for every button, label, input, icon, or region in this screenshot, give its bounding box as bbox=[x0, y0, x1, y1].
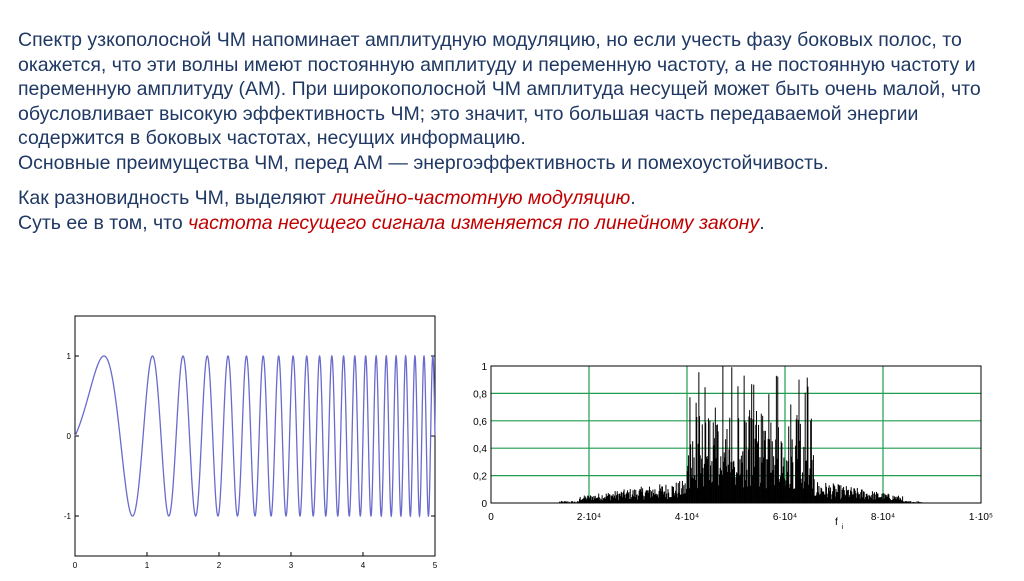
chirp-y-tick-label: -1 bbox=[63, 512, 71, 521]
lfm-essence-text: Суть ее в том, что bbox=[18, 211, 189, 234]
spectrum-y-tick-label: 0,8 bbox=[473, 389, 487, 401]
spectrum-x-tick-label: 2·10⁴ bbox=[576, 512, 602, 523]
spectrum-y-tick-label: 0 bbox=[481, 499, 487, 510]
spectrum-x-tick-label: 6·10⁴ bbox=[772, 512, 798, 523]
chirp-y-tick-label: 0 bbox=[66, 432, 71, 441]
lfm-essence-highlight: частота несущего сигнала изменяется по линейному закону bbox=[188, 211, 760, 234]
chirp-spectrum-chart bbox=[468, 358, 998, 538]
chirp-x-tick-label: 2 bbox=[216, 561, 222, 570]
chirp-y-tick-label: 1 bbox=[66, 352, 71, 361]
spectrum-y-tick-label: 0,6 bbox=[473, 416, 487, 428]
slide-text bbox=[18, 28, 1008, 235]
lfm-intro-text: Как разновидность ЧМ, выделяют bbox=[18, 187, 332, 209]
spectrum-y-tick-label: 0,2 bbox=[473, 471, 487, 483]
spectrum-x-tick-label: 0 bbox=[488, 512, 494, 523]
chirp-signal-chart bbox=[58, 308, 448, 576]
spectrum-x-tick-label: 8·10⁴ bbox=[870, 512, 896, 523]
spectrum-y-tick-label: 1 bbox=[481, 362, 487, 373]
lfm-essence-end: . bbox=[759, 211, 765, 234]
spectrum-x-tick-label: 4·10⁴ bbox=[674, 512, 700, 523]
spectrum-x-axis-label: f bbox=[835, 517, 838, 528]
chirp-x-tick-label: 0 bbox=[72, 561, 78, 570]
lfm-term: линейно-частотную модуляцию bbox=[331, 187, 631, 209]
chirp-x-tick-label: 1 bbox=[144, 561, 150, 570]
paragraph-fm-spectrum: Спектр узкополосной ЧМ напоминает амплитудную модуляцию, но если учесть фазу боковых полос, то окажется, что эти волны имеют постоянную амплитуду и переменную частоту, а не постоянную частоту и переменную амплитуду (АМ). При широкополосной ЧМ амплитуда несущей может быть очень малой, что обусловливает высокую эффективность ЧМ; это значит, что большая часть передаваемой энергии содержится в боковых частотах, несущих информацию. bbox=[18, 29, 981, 149]
paragraph-lfm-essence bbox=[18, 211, 1008, 236]
chirp-signal-figure bbox=[58, 308, 448, 581]
lfm-intro-end: . bbox=[630, 187, 636, 209]
chirp-x-tick-label: 4 bbox=[360, 561, 366, 570]
spectrum-y-tick-label: 0,4 bbox=[473, 444, 487, 456]
chirp-spectrum-figure bbox=[468, 358, 998, 543]
chirp-x-tick-label: 5 bbox=[432, 561, 438, 570]
paragraph-lfm-intro bbox=[18, 186, 1008, 211]
spectrum-x-tick-label: 1·10⁵ bbox=[968, 512, 994, 523]
spectrum-x-axis-sublabel: i bbox=[841, 524, 844, 531]
chirp-plot-frame bbox=[75, 316, 435, 556]
paragraph-fm-advantages: Основные преимущества ЧМ, перед АМ — энергоэффективность и помехоустойчивость. bbox=[18, 151, 829, 174]
chirp-x-tick-label: 3 bbox=[288, 561, 294, 570]
